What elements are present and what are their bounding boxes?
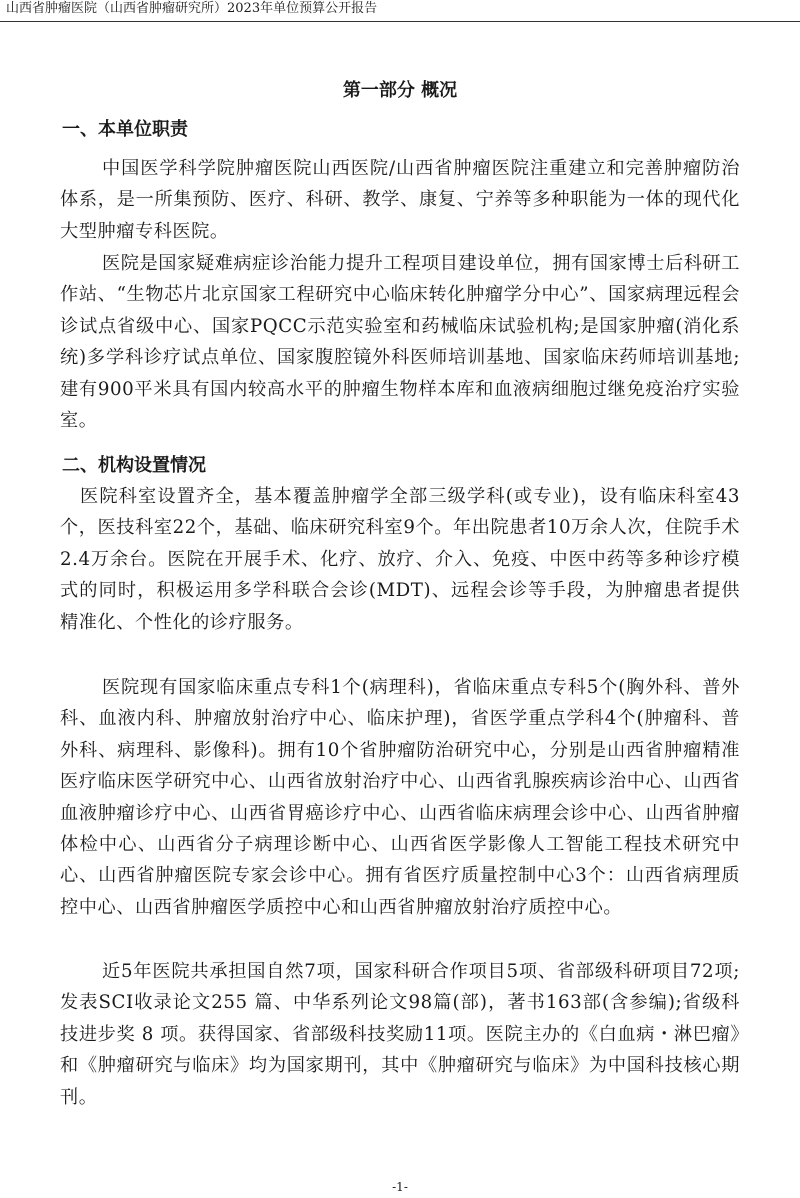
paragraph-organization-research: 近5年医院共承担国自然7项，国家科研合作项目5项、省部级科研项目72项;发表SCI收录论文255 篇、中华系列论文98篇(部)，著书163部(含参编);省级科技进步奖 8 项。获得国家、省部级科技奖励11项。医院主办的《白血病・淋巴瘤》和《肿瘤研究与临床》均为国家期刊，其中《肿瘤研究与临床》为中国科技核心期刊。	[60, 961, 740, 1108]
paragraph-organization-departments: 医院科室设置齐全，基本覆盖肿瘤学全部三级学科(或专业)，设有临床科室43个，医技科室22个，基础、临床研究科室9个。年出院患者10万余人次，住院手术2.4万余台。医院在开展手术、化疗、放疗、介入、免疫、中医中药等多种诊疗模式的同时，积极运用多学科联合会诊(MDT)、远程会诊等手段，为肿瘤患者提供精准化、个性化的诊疗服务。	[60, 486, 740, 633]
page-number: -1-	[392, 1180, 408, 1194]
part-title: 第一部分 概况	[342, 80, 458, 101]
section-heading-organization: 二、机构设置情况	[62, 455, 206, 476]
paragraph-organization-specialties: 医院现有国家临床重点专科1个(病理科)，省临床重点专科5个(胸外科、普外科、血液内科、肿瘤放射治疗中心、临床护理)，省医学重点学科4个(肿瘤科、普外科、病理科、影像科)。拥有10个省肿瘤防治研究中心，分别是山西省肿瘤精准医疗临床医学研究中心、山西省放射治疗中心、山西省乳腺疾病诊治中心、山西省血液肿瘤诊疗中心、山西省胃癌诊疗中心、山西省临床病理会诊中心、山西省肿瘤体检中心、山西省分子病理诊断中心、山西省医学影像人工智能工程技术研究中心、山西省肿瘤医院专家会诊中心。拥有省医疗质量控制中心3个：山西省病理质控中心、山西省肿瘤医学质控中心和山西省肿瘤放射治疗质控中心。	[60, 677, 740, 918]
paragraph-duties-intro: 中国医学科学院肿瘤医院山西医院/山西省肿瘤医院注重建立和完善肿瘤防治体系，是一所集预防、医疗、科研、教学、康复、宁养等多种职能为一体的现代化大型肿瘤专科医院。	[60, 158, 740, 242]
section-heading-duties: 一、本单位职责	[62, 119, 188, 140]
running-header: 山西省肿瘤医院（山西省肿瘤研究所）2023年单位预算公开报告	[0, 0, 800, 22]
paragraph-duties-platforms: 医院是国家疑难病症诊治能力提升工程项目建设单位，拥有国家博士后科研工作站、“生物芯片北京国家工程研究中心临床转化肿瘤学分中心”、国家病理远程会诊试点省级中心、国家PQCC示范实验室和药械临床试验机构;是国家肿瘤(消化系统)多学科诊疗试点单位、国家腹腔镜外科医师培训基地、国家临床药师培训基地;建有900平米具有国内较高水平的肿瘤生物样本库和血液病细胞过继免疫治疗实验室。	[60, 253, 740, 432]
